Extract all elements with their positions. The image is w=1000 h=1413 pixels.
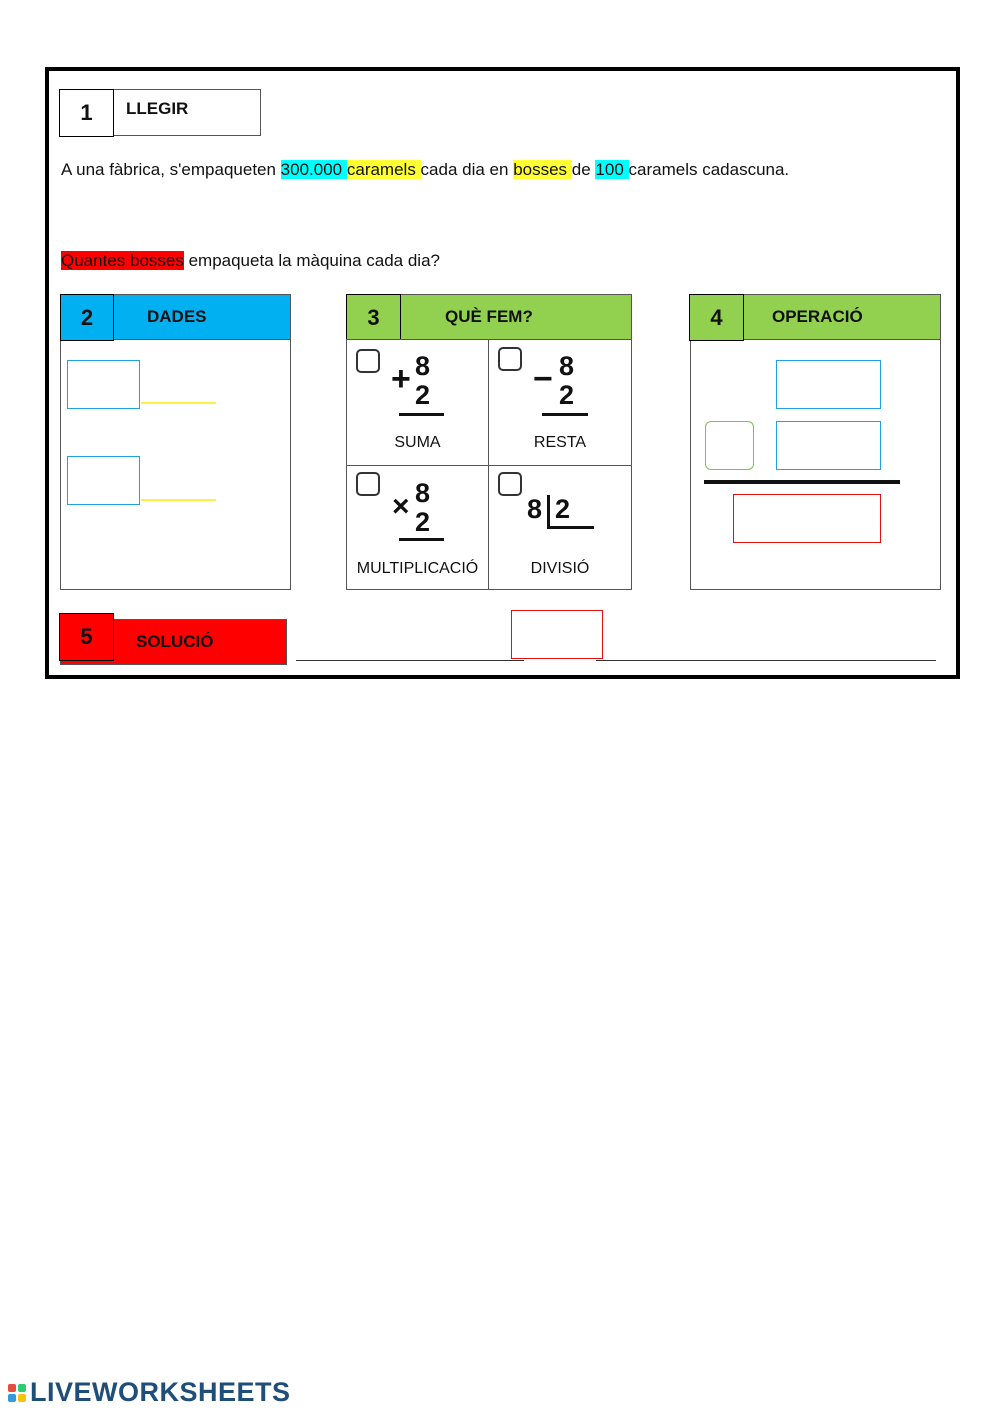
data-unit-line-1[interactable] [141,402,216,404]
multiply-label: MULTIPLICACIÓ [356,560,479,577]
step3-number: 3 [346,294,401,341]
logo-icon [8,1384,26,1402]
question-highlight: Quantes bosses [61,251,184,270]
problem-number-highlight: 100 [595,160,629,179]
multiply-checkbox[interactable] [356,472,380,496]
subtract-label: RESTA [533,434,587,451]
step4-title: OPERACIÓ [772,307,863,326]
operation-cell-sum[interactable] [346,339,489,466]
operation-result-line [704,480,900,484]
solution-underline-1[interactable] [296,660,524,661]
step4-number: 4 [689,294,744,341]
step3-title: QUÈ FEM? [445,307,533,326]
question-text [61,251,440,271]
step1-number: 1 [59,89,114,137]
problem-part: caramels cadascuna. [628,160,790,179]
step1-header [110,89,261,136]
problem-number-highlight: 300.000 [280,160,347,179]
sum-result-line [399,413,444,416]
data-input-1[interactable] [67,360,140,409]
operation-sign-input[interactable] [705,421,754,470]
divide-bracket-vertical [547,495,550,528]
problem-word-highlight: caramels [346,160,421,179]
multiply-bottom-number: 2 [415,507,431,537]
step1-title: LLEGIR [126,99,189,118]
multiply-top-number: 8 [415,478,431,508]
operation-input-top[interactable] [776,360,881,409]
question-rest: empaqueta la màquina cada dia? [183,251,440,270]
divide-dividend: 8 [527,494,543,524]
operation-input-bottom[interactable] [776,421,881,470]
sum-top-number: 8 [415,351,431,381]
divide-divisor: 2 [555,494,571,524]
subtract-bottom-number: 2 [559,380,575,410]
subtract-top-number: 8 [559,351,575,381]
operation-result-input[interactable] [733,494,881,543]
subtract-sign: − [533,360,553,398]
operation-cell-subtract[interactable] [488,339,632,466]
subtract-checkbox[interactable] [498,347,522,371]
problem-word-highlight: bosses [513,160,572,179]
data-unit-line-2[interactable] [141,499,216,501]
sum-sign: + [391,360,411,398]
sum-bottom-number: 2 [415,380,431,410]
step2-title: DADES [147,307,207,326]
divide-bracket-horizontal [547,526,594,529]
divide-label: DIVISIÓ [530,560,590,577]
operation-cell-multiply[interactable] [346,465,489,590]
data-input-2[interactable] [67,456,140,505]
liveworksheets-logo [8,1377,291,1408]
step2-number: 2 [60,294,114,341]
problem-part: A una fàbrica, s'empaqueten [61,160,281,179]
logo-text: LIVEWORKSHEETS [30,1377,291,1407]
problem-text [61,160,789,180]
step5-number: 5 [59,613,114,661]
sum-checkbox[interactable] [356,349,380,373]
solution-answer-input[interactable] [511,610,603,659]
problem-part: de [571,160,596,179]
multiply-sign: × [392,490,410,523]
step5-title: SOLUCIÓ [136,632,214,651]
problem-part: cada dia en [420,160,514,179]
subtract-result-line [542,413,588,416]
divide-checkbox[interactable] [498,472,522,496]
solution-underline-2[interactable] [596,660,936,661]
operation-cell-divide[interactable] [488,465,632,590]
sum-label: SUMA [394,434,441,451]
multiply-result-line [399,538,444,541]
